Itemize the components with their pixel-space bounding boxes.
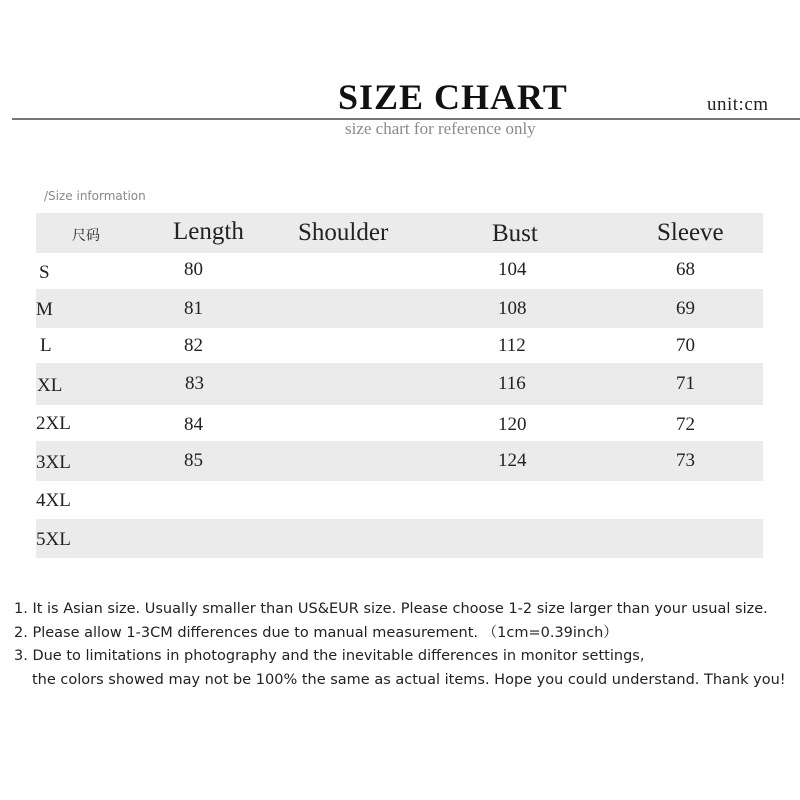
size-cell: XL [37,375,63,396]
note-measurement-difference: 2. Please allow 1-3CM differences due to manual measurement. （1cm=0.39inch） [14,624,618,641]
section-label: /Size information [44,189,146,203]
size-cell: 5XL [36,529,71,550]
bust-cell: 104 [498,259,527,280]
sleeve-cell: 70 [676,335,695,356]
table-row [36,481,763,519]
sleeve-cell: 72 [676,414,695,435]
sleeve-cell: 73 [676,450,695,471]
bust-cell: 116 [498,373,526,394]
size-notes [14,598,800,692]
table-row [36,253,763,289]
size-table [36,213,763,558]
table-header-row [36,213,763,253]
size-cell: M [36,299,53,320]
size-cell: 3XL [36,452,71,473]
length-cell: 82 [184,335,203,356]
length-cell: 83 [185,373,204,394]
note-color-difference: the colors showed may not be 100% the same as actual items. Hope you could understand. Thank you! [32,671,786,688]
length-cell: 85 [184,450,203,471]
sleeve-cell: 69 [676,298,695,319]
column-header-shoulder: Shoulder [298,219,389,246]
bust-cell: 108 [498,298,527,319]
table-row [36,405,763,441]
length-cell: 81 [184,298,203,319]
table-row [36,441,763,481]
sleeve-cell: 71 [676,373,695,394]
size-cell: 2XL [36,413,71,434]
table-row [36,363,763,405]
chart-title: SIZE CHART [338,77,568,117]
column-header-sleeve: Sleeve [657,219,724,246]
note-photography-limitations: 3. Due to limitations in photography and the inevitable differences in monitor settings, [14,648,645,664]
size-cell: S [39,262,50,283]
unit-label: unit:cm [707,94,769,115]
table-row [36,328,763,363]
chart-subtitle: size chart for reference only [345,119,536,138]
bust-cell: 112 [498,335,526,356]
column-header-size: 尺码 [72,228,100,244]
size-cell: 4XL [36,490,71,511]
sleeve-cell: 68 [676,259,695,280]
table-row [36,289,763,328]
table-row [36,519,763,558]
note-asian-size: 1. It is Asian size. Usually smaller than US&EUR size. Please choose 1-2 size larger than your usual size. [14,601,768,617]
length-cell: 84 [184,414,203,435]
size-cell: L [40,335,52,356]
bust-cell: 120 [498,414,527,435]
bust-cell: 124 [498,450,527,471]
column-header-bust: Bust [492,220,538,247]
column-header-length: Length [173,218,244,245]
length-cell: 80 [184,259,203,280]
